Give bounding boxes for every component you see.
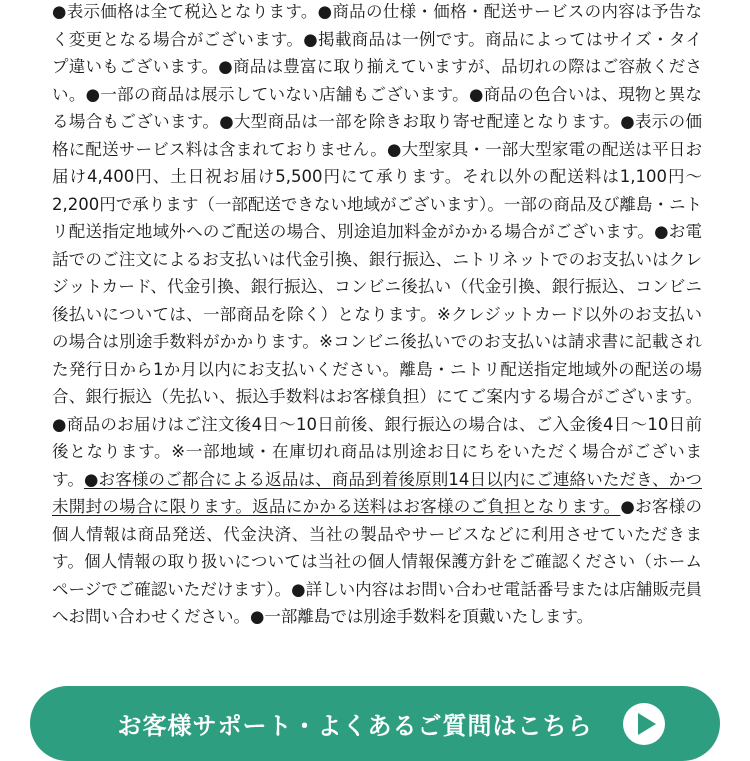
- play-circle-icon: [622, 702, 666, 746]
- return-policy-emphasis: ●お客様のご都合による返品は、商品到着後原則14日以内にご連絡いただき、かつ未開封の場合に限ります。返品にかかる送料はお客様のご負担となります。: [52, 469, 702, 516]
- notice-text: [52, 0, 702, 631]
- notice-text-after: ●お客様の個人情報は商品発送、代金決済、当社の製品やサービスなどに利用させていただきます。個人情報の取り扱いについては当社の個人情報保護方針をご確認ください（ホームページでご確認いただけます）。●詳しい内容はお問い合わせ電話番号または店舗販売員へお問い合わせください。●一部離島では別途手数料を頂戴いたします。: [52, 497, 702, 626]
- notice-text-before: ●表示価格は全て税込となります。●商品の仕様・価格・配送サービスの内容は予告なく変更となる場合がございます。●掲載商品は一例です。商品によってはサイズ・タイプ違いもございます。●商品は豊富に取り揃えていますが、品切れの際はご容赦ください。●一部の商品は展示していない店舗もございます。●商品の色合いは、現物と異なる場合もございます。●大型商品は一部を除きお取り寄せ配達となります。●表示の価格に配送サービス料は含まれておりません。●大型家具・一部大型家電の配送は平日お届け4,400円、土日祝お届け5,500円にて承ります。それ以外の配送料は1,100円～2,200円で承ります（一部配送できない地域がございます）。一部の商品及び離島・ニトリ配送指定地域外へのご配送の場合、別途追加料金がかかる場合がございます。●お電話でのご注文によるお支払いは代金引換、銀行振込、ニトリネットでのお支払いはクレジットカード、代金引換、銀行振込、コンビニ後払い（代金引換、銀行振込、コンビニ後払いについては、一部商品を除く）となります。※クレジットカード以外のお支払いの場合は別途手数料がかかります。※コンビニ後払いでのお支払いは請求書に記載された発行日から1か月以内にお支払いください。離島・ニトリ配送指定地域外の配送の場合、銀行振込（先払い、振込手数料はお客様負担）にてご案内する場合がございます。●商品のお届けはご注文後4日～10日前後、銀行振込の場合は、ご入金後4日～10日前後となります。※一部地域・在庫切れ商品は別途お日にちをいただく場合がございます。: [52, 2, 702, 489]
- customer-support-button[interactable]: [30, 686, 720, 761]
- customer-support-button-label: お客様サポート・よくあるご質問はこちら: [117, 712, 593, 740]
